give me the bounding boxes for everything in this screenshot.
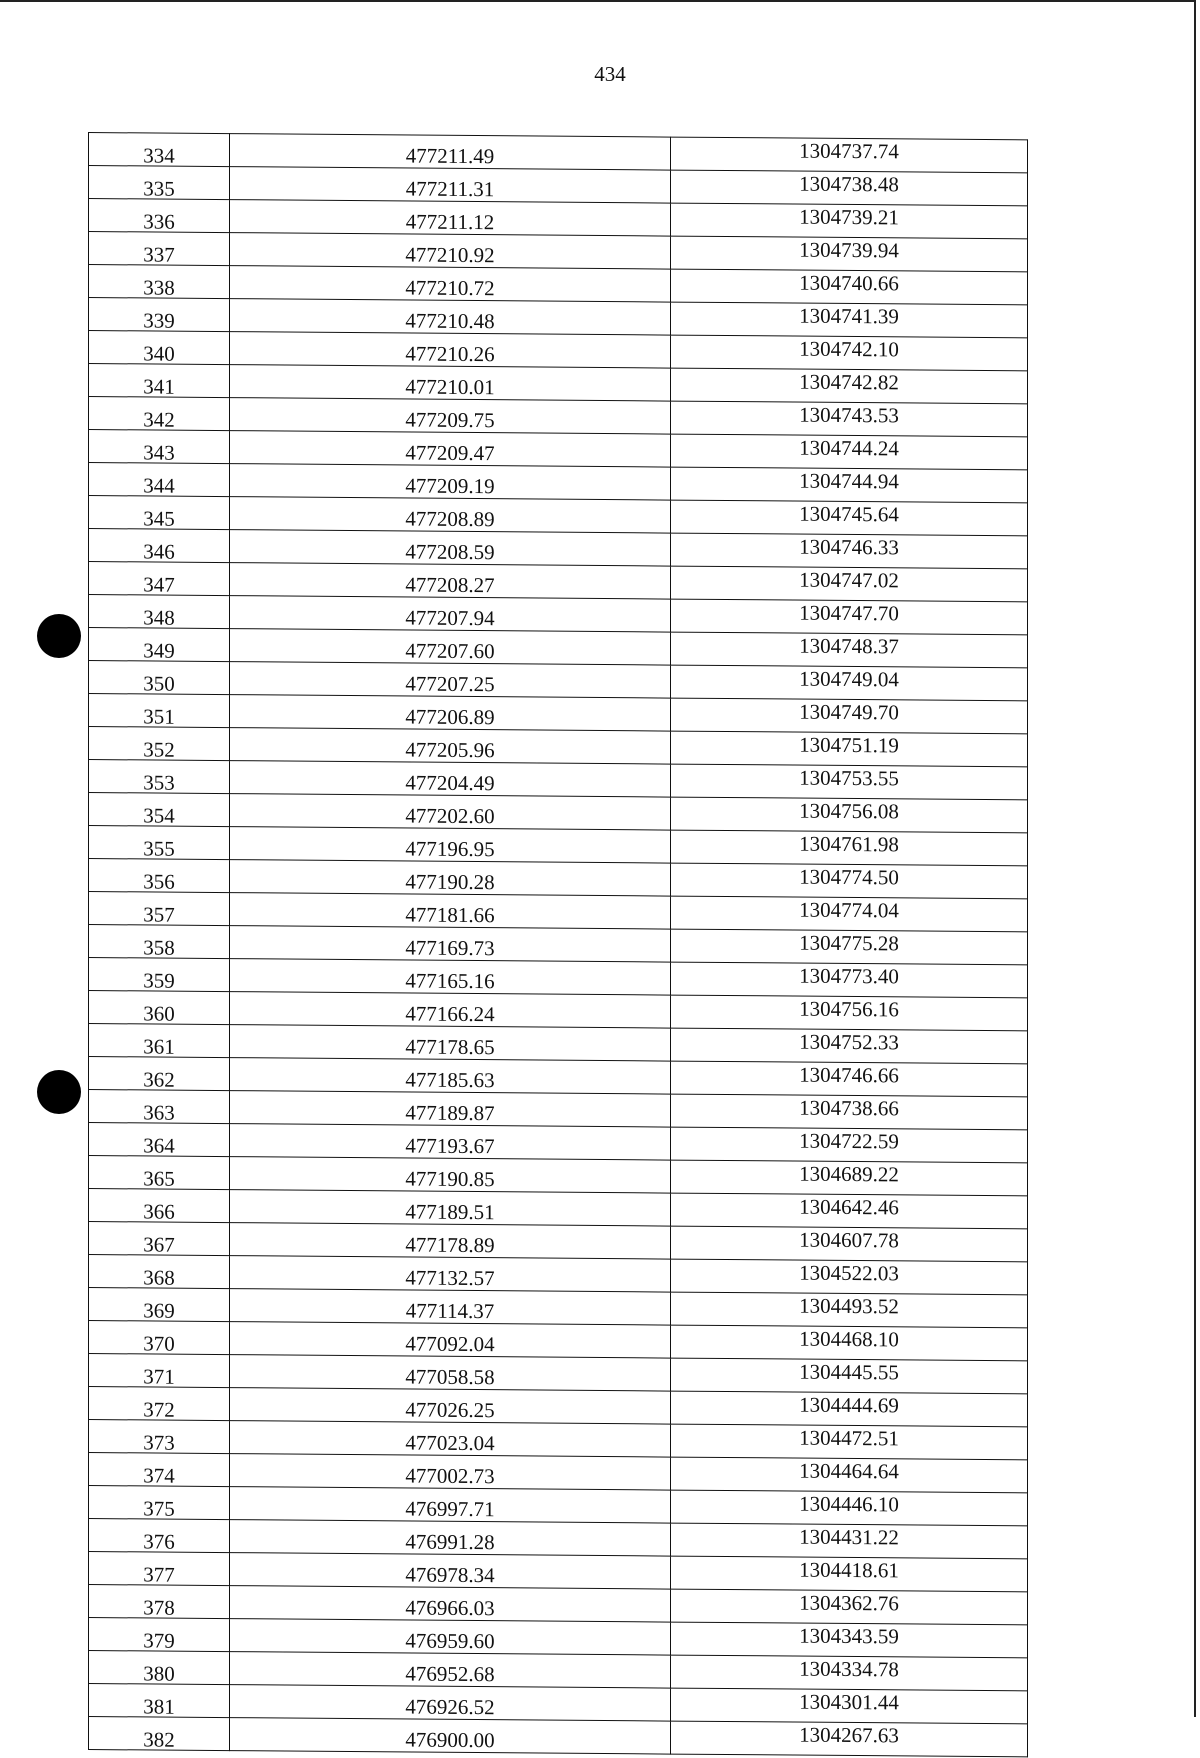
y-coordinate-cell: 1304746.33 (671, 533, 1028, 569)
point-number-cell: 376 (89, 1519, 230, 1553)
x-coordinate-cell: 477207.60 (230, 629, 671, 665)
x-coordinate-cell: 477181.66 (230, 893, 671, 929)
punch-hole-top (37, 614, 81, 658)
x-coordinate-cell: 476959.60 (230, 1619, 671, 1655)
point-number-cell: 345 (89, 496, 230, 530)
y-coordinate-cell: 1304744.24 (671, 434, 1028, 470)
x-coordinate-cell: 477023.04 (230, 1421, 671, 1457)
y-coordinate-cell: 1304464.64 (671, 1457, 1028, 1493)
point-number-cell: 378 (89, 1585, 230, 1619)
point-number-cell: 370 (89, 1321, 230, 1355)
point-number-cell: 354 (89, 793, 230, 827)
x-coordinate-cell: 477206.89 (230, 695, 671, 731)
y-coordinate-cell: 1304493.52 (671, 1292, 1028, 1328)
x-coordinate-cell: 477205.96 (230, 728, 671, 764)
y-coordinate-cell: 1304445.55 (671, 1358, 1028, 1394)
y-coordinate-cell: 1304745.64 (671, 500, 1028, 536)
point-number-cell: 377 (89, 1552, 230, 1586)
y-coordinate-cell: 1304752.33 (671, 1028, 1028, 1064)
point-number-cell: 379 (89, 1618, 230, 1652)
x-coordinate-cell: 477210.26 (230, 332, 671, 368)
x-coordinate-cell: 476926.52 (230, 1685, 671, 1721)
y-coordinate-cell: 1304773.40 (671, 962, 1028, 998)
point-number-cell: 350 (89, 661, 230, 695)
y-coordinate-cell: 1304742.10 (671, 335, 1028, 371)
point-number-cell: 351 (89, 694, 230, 728)
point-number-cell: 358 (89, 925, 230, 959)
x-coordinate-cell: 477209.19 (230, 464, 671, 500)
y-coordinate-cell: 1304722.59 (671, 1127, 1028, 1163)
x-coordinate-cell: 477189.51 (230, 1190, 671, 1226)
point-number-cell: 334 (89, 133, 230, 167)
y-coordinate-cell: 1304444.69 (671, 1391, 1028, 1427)
y-coordinate-cell: 1304522.03 (671, 1259, 1028, 1295)
y-coordinate-cell: 1304418.61 (671, 1556, 1028, 1592)
y-coordinate-cell: 1304774.04 (671, 896, 1028, 932)
point-number-cell: 348 (89, 595, 230, 629)
y-coordinate-cell: 1304343.59 (671, 1622, 1028, 1658)
x-coordinate-cell: 477208.27 (230, 563, 671, 599)
x-coordinate-cell: 477189.87 (230, 1091, 671, 1127)
x-coordinate-cell: 477210.01 (230, 365, 671, 401)
y-coordinate-cell: 1304334.78 (671, 1655, 1028, 1691)
point-number-cell: 363 (89, 1090, 230, 1124)
x-coordinate-cell: 477178.65 (230, 1025, 671, 1061)
x-coordinate-cell: 477058.58 (230, 1355, 671, 1391)
x-coordinate-cell: 477211.12 (230, 200, 671, 236)
x-coordinate-cell: 477193.67 (230, 1124, 671, 1160)
point-number-cell: 337 (89, 232, 230, 266)
point-number-cell: 374 (89, 1453, 230, 1487)
x-coordinate-cell: 477165.16 (230, 959, 671, 995)
y-coordinate-cell: 1304468.10 (671, 1325, 1028, 1361)
x-coordinate-cell: 477211.31 (230, 167, 671, 203)
y-coordinate-cell: 1304749.70 (671, 698, 1028, 734)
x-coordinate-cell: 477196.95 (230, 827, 671, 863)
y-coordinate-cell: 1304472.51 (671, 1424, 1028, 1460)
x-coordinate-cell: 477190.28 (230, 860, 671, 896)
y-coordinate-cell: 1304642.46 (671, 1193, 1028, 1229)
x-coordinate-cell: 477202.60 (230, 794, 671, 830)
x-coordinate-cell: 476900.00 (230, 1718, 671, 1754)
x-coordinate-cell: 477209.75 (230, 398, 671, 434)
point-number-cell: 373 (89, 1420, 230, 1454)
y-coordinate-cell: 1304267.63 (671, 1721, 1028, 1757)
x-coordinate-cell: 477185.63 (230, 1058, 671, 1094)
x-coordinate-cell: 477002.73 (230, 1454, 671, 1490)
point-number-cell: 382 (89, 1717, 230, 1751)
point-number-cell: 341 (89, 364, 230, 398)
x-coordinate-cell: 477209.47 (230, 431, 671, 467)
point-number-cell: 347 (89, 562, 230, 596)
point-number-cell: 359 (89, 958, 230, 992)
y-coordinate-cell: 1304607.78 (671, 1226, 1028, 1262)
x-coordinate-cell: 477166.24 (230, 992, 671, 1028)
y-coordinate-cell: 1304761.98 (671, 830, 1028, 866)
y-coordinate-cell: 1304753.55 (671, 764, 1028, 800)
point-number-cell: 381 (89, 1684, 230, 1718)
y-coordinate-cell: 1304756.08 (671, 797, 1028, 833)
page-number: 434 (594, 62, 626, 86)
x-coordinate-cell: 476991.28 (230, 1520, 671, 1556)
y-coordinate-cell: 1304743.53 (671, 401, 1028, 437)
x-coordinate-cell: 477210.48 (230, 299, 671, 335)
y-coordinate-cell: 1304739.21 (671, 203, 1028, 239)
point-number-cell: 357 (89, 892, 230, 926)
y-coordinate-cell: 1304756.16 (671, 995, 1028, 1031)
x-coordinate-cell: 477204.49 (230, 761, 671, 797)
point-number-cell: 367 (89, 1222, 230, 1256)
point-number-cell: 371 (89, 1354, 230, 1388)
y-coordinate-cell: 1304301.44 (671, 1688, 1028, 1724)
point-number-cell: 369 (89, 1288, 230, 1322)
x-coordinate-cell: 476966.03 (230, 1586, 671, 1622)
coordinates-table (88, 132, 1028, 1757)
y-coordinate-cell: 1304775.28 (671, 929, 1028, 965)
x-coordinate-cell: 477210.92 (230, 233, 671, 269)
x-coordinate-cell: 477207.94 (230, 596, 671, 632)
y-coordinate-cell: 1304747.02 (671, 566, 1028, 602)
y-coordinate-cell: 1304747.70 (671, 599, 1028, 635)
point-number-cell: 346 (89, 529, 230, 563)
x-coordinate-cell: 477169.73 (230, 926, 671, 962)
y-coordinate-cell: 1304749.04 (671, 665, 1028, 701)
point-number-cell: 362 (89, 1057, 230, 1091)
point-number-cell: 372 (89, 1387, 230, 1421)
y-coordinate-cell: 1304362.76 (671, 1589, 1028, 1625)
point-number-cell: 380 (89, 1651, 230, 1685)
x-coordinate-cell: 476997.71 (230, 1487, 671, 1523)
point-number-cell: 338 (89, 265, 230, 299)
x-coordinate-cell: 477210.72 (230, 266, 671, 302)
point-number-cell: 339 (89, 298, 230, 332)
x-coordinate-cell: 477092.04 (230, 1322, 671, 1358)
table-row (89, 1717, 1028, 1757)
x-coordinate-cell: 477207.25 (230, 662, 671, 698)
point-number-cell: 352 (89, 727, 230, 761)
y-coordinate-cell: 1304748.37 (671, 632, 1028, 668)
x-coordinate-cell: 477211.49 (230, 134, 671, 170)
x-coordinate-cell: 477208.89 (230, 497, 671, 533)
x-coordinate-cell: 477132.57 (230, 1256, 671, 1292)
x-coordinate-cell: 477208.59 (230, 530, 671, 566)
point-number-cell: 343 (89, 430, 230, 464)
x-coordinate-cell: 477178.89 (230, 1223, 671, 1259)
point-number-cell: 353 (89, 760, 230, 794)
x-coordinate-cell: 476952.68 (230, 1652, 671, 1688)
point-number-cell: 340 (89, 331, 230, 365)
y-coordinate-cell: 1304744.94 (671, 467, 1028, 503)
y-coordinate-cell: 1304446.10 (671, 1490, 1028, 1526)
y-coordinate-cell: 1304740.66 (671, 269, 1028, 305)
point-number-cell: 375 (89, 1486, 230, 1520)
x-coordinate-cell: 476978.34 (230, 1553, 671, 1589)
y-coordinate-cell: 1304739.94 (671, 236, 1028, 272)
point-number-cell: 361 (89, 1024, 230, 1058)
point-number-cell: 364 (89, 1123, 230, 1157)
y-coordinate-cell: 1304746.66 (671, 1061, 1028, 1097)
point-number-cell: 360 (89, 991, 230, 1025)
y-coordinate-cell: 1304774.50 (671, 863, 1028, 899)
x-coordinate-cell: 477114.37 (230, 1289, 671, 1325)
y-coordinate-cell: 1304741.39 (671, 302, 1028, 338)
y-coordinate-cell: 1304431.22 (671, 1523, 1028, 1559)
y-coordinate-cell: 1304742.82 (671, 368, 1028, 404)
point-number-cell: 349 (89, 628, 230, 662)
point-number-cell: 368 (89, 1255, 230, 1289)
point-number-cell: 355 (89, 826, 230, 860)
punch-hole-bottom (37, 1070, 81, 1114)
point-number-cell: 336 (89, 199, 230, 233)
point-number-cell: 356 (89, 859, 230, 893)
y-coordinate-cell: 1304738.48 (671, 170, 1028, 206)
point-number-cell: 366 (89, 1189, 230, 1223)
x-coordinate-cell: 477190.85 (230, 1157, 671, 1193)
point-number-cell: 344 (89, 463, 230, 497)
y-coordinate-cell: 1304751.19 (671, 731, 1028, 767)
y-coordinate-cell: 1304738.66 (671, 1094, 1028, 1130)
y-coordinate-cell: 1304737.74 (671, 137, 1028, 173)
x-coordinate-cell: 477026.25 (230, 1388, 671, 1424)
point-number-cell: 365 (89, 1156, 230, 1190)
point-number-cell: 342 (89, 397, 230, 431)
coordinates-table-body (89, 133, 1028, 1757)
y-coordinate-cell: 1304689.22 (671, 1160, 1028, 1196)
point-number-cell: 335 (89, 166, 230, 200)
